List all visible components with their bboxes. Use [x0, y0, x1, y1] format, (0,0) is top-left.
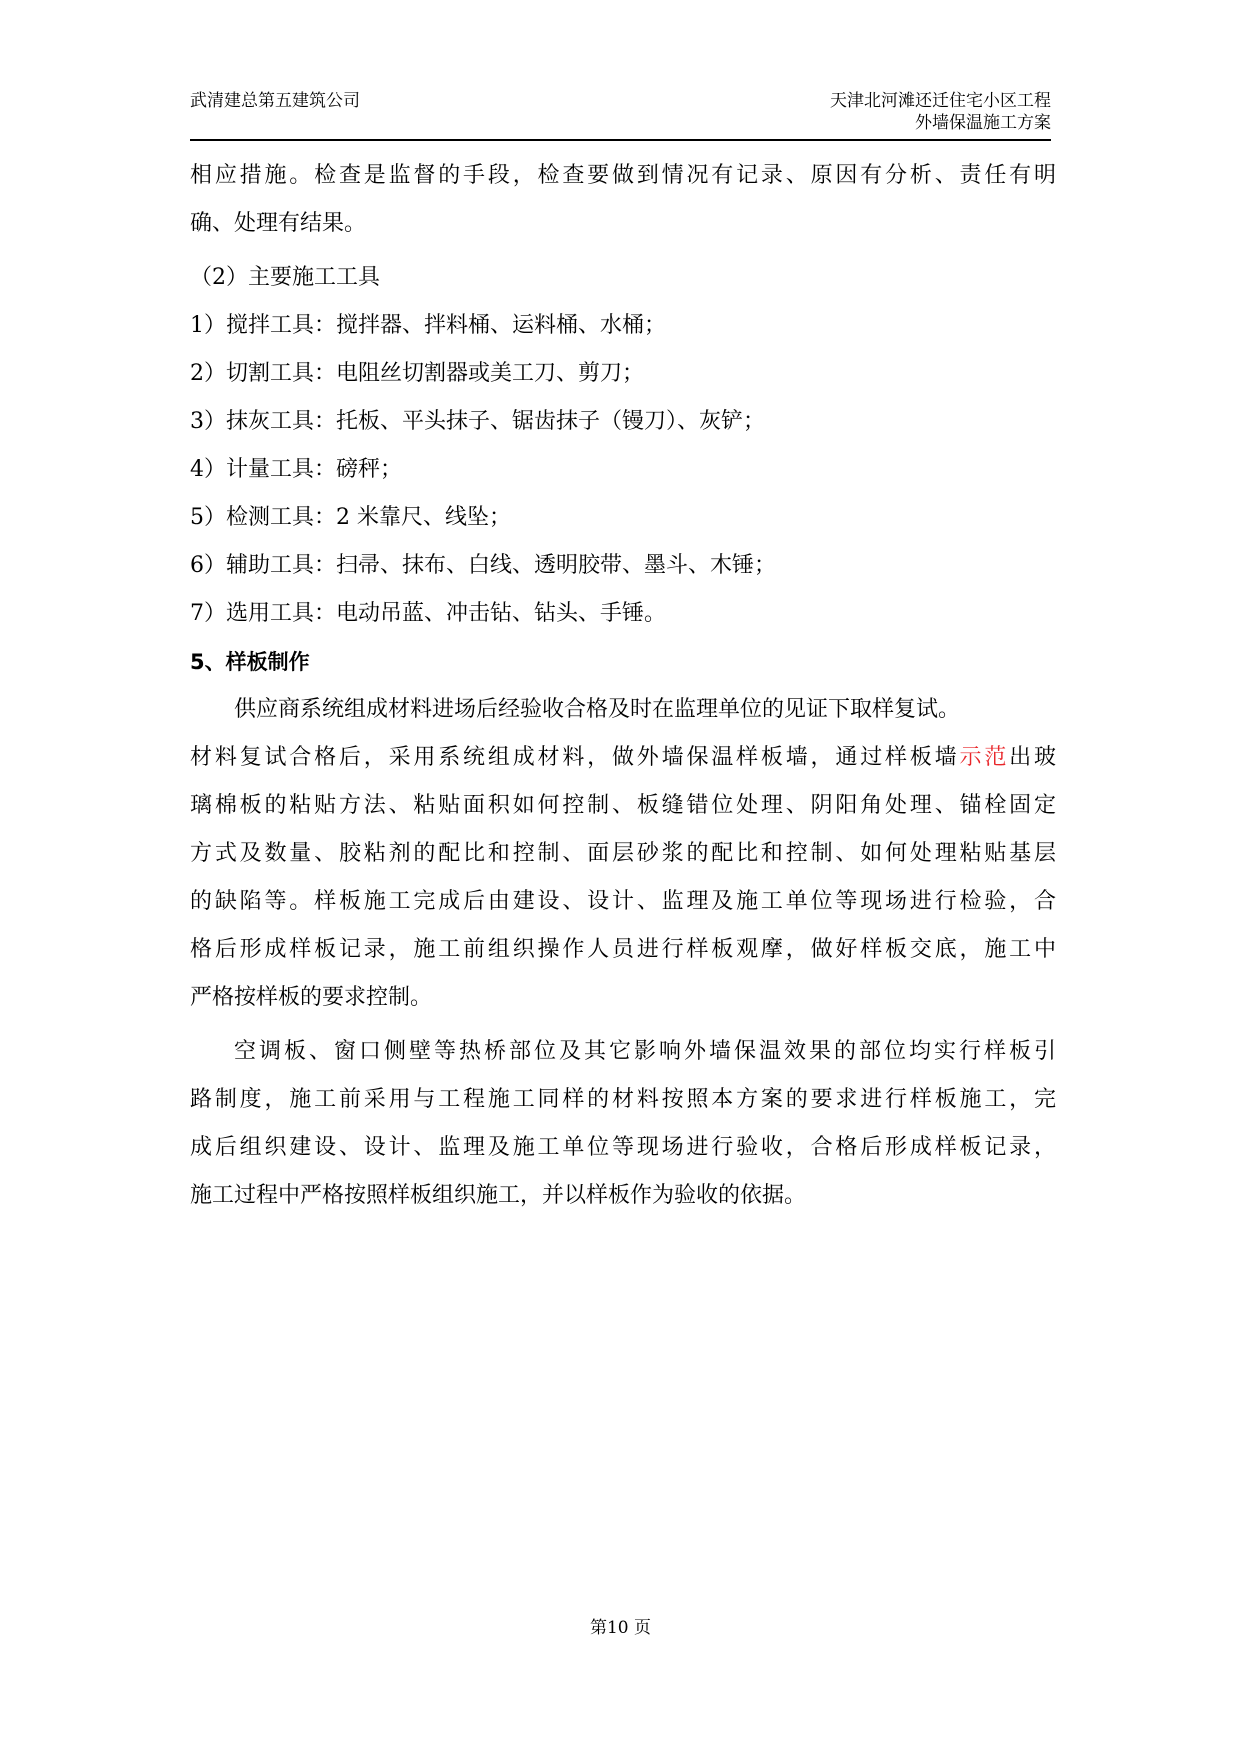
paragraph-line: 相应措施。检查是监督的手段，检查要做到情况有记录、原因有分析、责任有明: [190, 163, 1056, 188]
tools-subtitle: （2）主要施工工具: [190, 265, 380, 290]
header-company: 武清建总第五建筑公司: [190, 91, 360, 111]
header-project-title: 天津北河滩还迁住宅小区工程: [830, 91, 1051, 111]
text-run: 出玻: [1009, 745, 1056, 770]
tool-list-item: 6）辅助工具：扫帚、抹布、白线、透明胶带、墨斗、木锤；: [190, 553, 776, 578]
tool-list-item: 5）检测工具：2 米靠尺、线坠；: [190, 505, 511, 530]
tool-list-item: 7）选用工具：电动吊蓝、冲击钻、钻头、手锤。: [190, 601, 666, 626]
paragraph-line: 施工过程中严格按照样板组织施工，并以样板作为验收的依据。: [190, 1183, 807, 1208]
highlighted-text: 示范: [959, 745, 1010, 770]
tool-list-item: 3）抹灰工具：托板、平头抹子、锯齿抹子（镘刀）、灰铲；: [190, 409, 765, 434]
tool-list-item: 1）搅拌工具：搅拌器、拌料桶、运料桶、水桶；: [190, 313, 666, 338]
document-body: [190, 152, 1056, 1220]
paragraph-line: 的缺陷等。样板施工完成后由建设、设计、监理及施工单位等现场进行检验，合: [190, 889, 1056, 914]
tool-list-item: 4）计量工具：磅秤；: [190, 457, 402, 482]
paragraph-line: 供应商系统组成材料进场后经验收合格及时在监理单位的见证下取样复试。: [234, 697, 961, 722]
paragraph-line: 成后组织建设、设计、监理及施工单位等现场进行验收，合格后形成样板记录，: [190, 1135, 1056, 1160]
paragraph-line: 璃棉板的粘贴方法、粘贴面积如何控制、板缝错位处理、阴阳角处理、锚栓固定: [190, 793, 1056, 818]
header-doc-title: 外墙保温施工方案: [915, 113, 1051, 133]
paragraph-line: 确、处理有结果。: [190, 211, 367, 236]
paragraph-line: 路制度，施工前采用与工程施工同样的材料按照本方案的要求进行样板施工，完: [190, 1087, 1056, 1112]
paragraph-line: 严格按样板的要求控制。: [190, 985, 433, 1010]
paragraph-line: 方式及数量、胶粘剂的配比和控制、面层砂浆的配比和控制、如何处理粘贴基层: [190, 841, 1056, 866]
paragraph-line: [190, 734, 1056, 782]
section-heading: 5、样板制作: [190, 650, 310, 674]
text-run: 材料复试合格后，采用系统组成材料，做外墙保温样板墙，通过样板墙: [190, 745, 960, 770]
page-number: 第10 页: [589, 1618, 652, 1638]
header-divider: [190, 139, 1051, 141]
paragraph-line: 格后形成样板记录，施工前组织操作人员进行样板观摩，做好样板交底，施工中: [190, 937, 1056, 962]
header-project: [830, 90, 1051, 134]
paragraph-line: 空调板、窗口侧壁等热桥部位及其它影响外墙保温效果的部位均实行样板引: [234, 1039, 1056, 1064]
tool-list-item: 2）切割工具：电阻丝切割器或美工刀、剪刀；: [190, 361, 644, 386]
